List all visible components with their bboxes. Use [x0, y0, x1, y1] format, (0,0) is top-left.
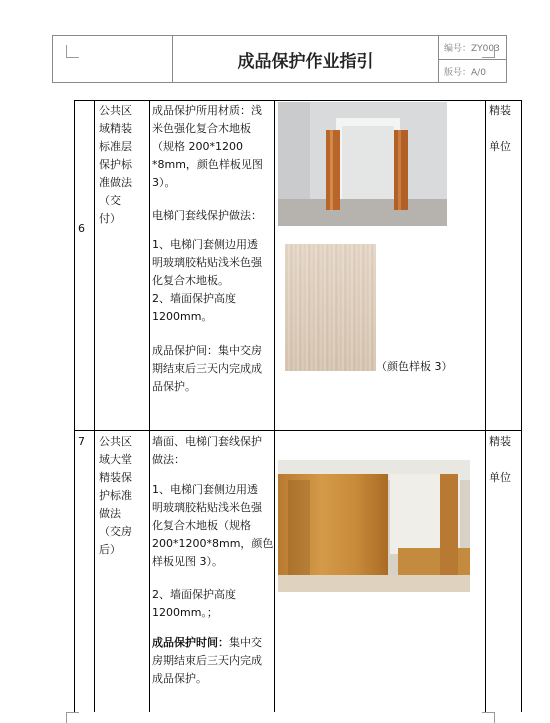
document-code: 编号：ZY003: [444, 44, 500, 54]
document-title: 成品保护作业指引: [173, 36, 439, 82]
responsible-cell: 精装 单位: [489, 104, 511, 153]
responsible-cell: 精装 单位: [489, 435, 511, 484]
color-sample-photo: [285, 244, 376, 371]
method-text-rest: 集中交 房期结束后三天内完成 成品保护。: [152, 636, 262, 685]
header-meta: [439, 36, 507, 82]
crop-mark-bottom-right: [482, 712, 495, 723]
method-text: 1、电梯门套侧边用透 明玻璃胶粘贴浅米色强 化复合木地板。 2、墙面保护高度 1200mm。: [152, 238, 262, 323]
crop-mark-bottom-left: [66, 712, 79, 723]
method-text: 电梯门套线保护做法：: [152, 209, 262, 222]
method-text: 成品保护所用材质：浅 米色强化复合木地板 （规格 200*1200 *8mm，颜色样板见图 3）。: [152, 104, 263, 189]
row-number: 7: [78, 435, 85, 448]
method-text: 2、墙面保护高度 1200mm。；: [152, 588, 236, 619]
method-bold-label: 成品保护时间：: [152, 636, 229, 649]
document-header: [52, 35, 507, 83]
method-text: 1、电梯门套侧边用透 明玻璃胶粘贴浅米色强 化复合木地板（规格 200*1200*8mm，颜色 样板见图 3）。: [152, 483, 274, 568]
method-text: [152, 634, 274, 688]
area-cell: 公共区 域精装 标准层 保护标 准做法 （交 付）: [99, 104, 132, 225]
elevator-door-photo: [278, 102, 447, 226]
color-sample-caption: （颜色样板 3）: [376, 360, 453, 373]
header-blank-cell: [53, 36, 173, 82]
area-cell: 公共区 域大堂 精装保 护标准 做法 （交房 后）: [99, 435, 132, 556]
method-text: 墙面、电梯门套线保护 做法：: [152, 435, 262, 466]
document-version: 版号：A/0: [444, 68, 486, 78]
row-number: 6: [78, 222, 85, 235]
lobby-wall-photo: [278, 460, 470, 592]
method-text: 成品保护间：集中交房 期结束后三天内完成成 品保护。: [152, 344, 262, 393]
guide-table: [74, 100, 522, 712]
